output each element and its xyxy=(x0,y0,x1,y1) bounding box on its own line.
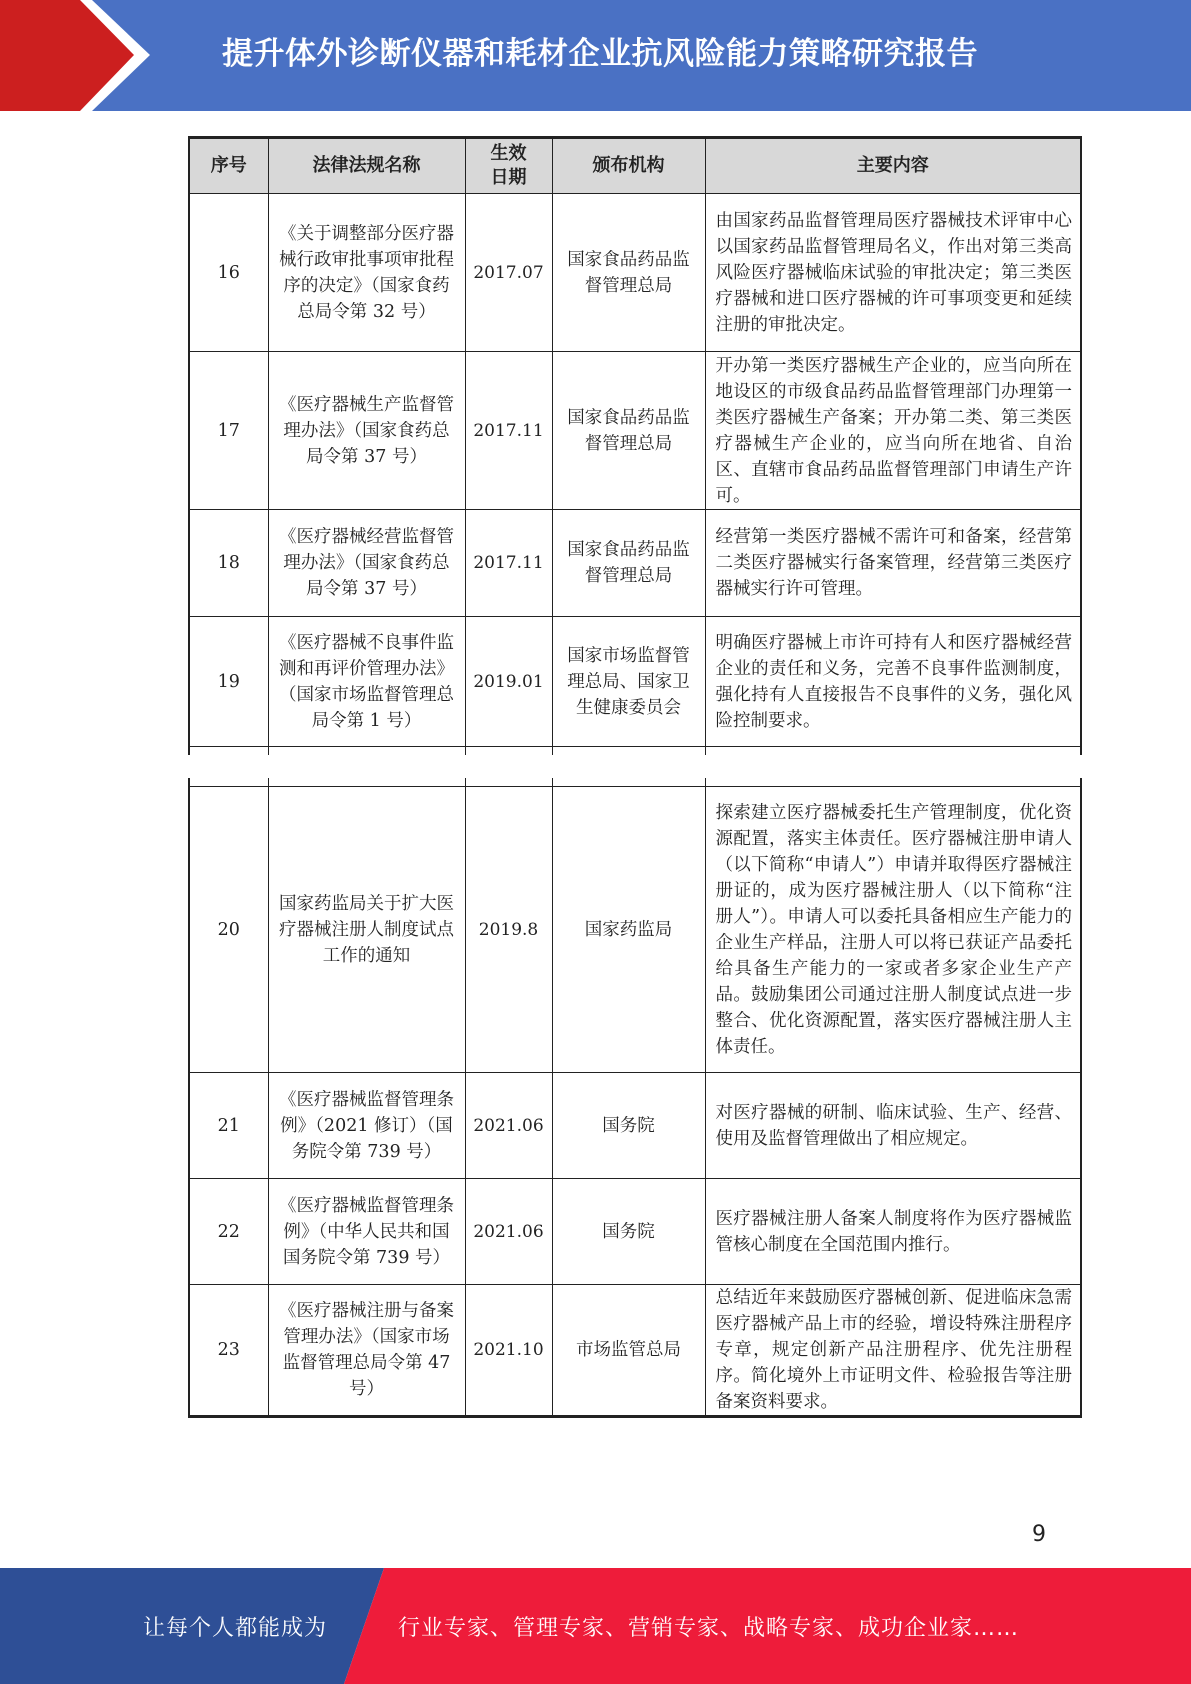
footer-slogan-left: 让每个人都能成为 xyxy=(143,1616,328,1641)
row-name: 《医疗器械经营监督管理办法》（国家食药总局令第 37 号） xyxy=(268,510,465,617)
row-name: 《医疗器械注册与备案管理办法》（国家市场监督管理总局令第 47 号） xyxy=(268,1285,465,1417)
header-name: 法律法规名称 xyxy=(268,138,465,194)
row-agency: 国家药监局 xyxy=(552,787,705,1073)
table-header-row xyxy=(189,138,1081,194)
row-name: 《医疗器械监督管理条例》（中华人民共和国国务院令第 739 号） xyxy=(268,1179,465,1285)
row-date: 2021.06 xyxy=(465,1073,552,1179)
table-row xyxy=(189,510,1081,617)
header-agency: 颁布机构 xyxy=(552,138,705,194)
row-no: 23 xyxy=(189,1285,268,1417)
row-name: 《关于调整部分医疗器械行政审批事项审批程序的决定》（国家食药总局令第 32 号） xyxy=(268,194,465,352)
regulation-table-part1 xyxy=(188,136,1080,755)
header-date xyxy=(465,138,552,194)
row-name: 《医疗器械不良事件监测和再评价管理办法》（国家市场监督管理总局令第 1 号） xyxy=(268,617,465,747)
table-cut-edge xyxy=(189,747,1081,756)
row-date: 2021.06 xyxy=(465,1179,552,1285)
row-content: 经营第一类医疗器械不需许可和备案，经营第二类医疗器械实行备案管理，经营第三类医疗器械实行许可管理。 xyxy=(705,510,1081,617)
header-date-line2: 日期 xyxy=(490,167,527,188)
row-agency: 国务院 xyxy=(552,1073,705,1179)
row-content: 对医疗器械的研制、临床试验、生产、经营、使用及监督管理做出了相应规定。 xyxy=(705,1073,1081,1179)
row-date: 2019.01 xyxy=(465,617,552,747)
row-no: 19 xyxy=(189,617,268,747)
table-row xyxy=(189,1073,1081,1179)
table-row xyxy=(189,1179,1081,1285)
row-content: 由国家药品监督管理局医疗器械技术评审中心以国家药品监督管理局名义，作出对第三类高风险医疗器械临床试验的审批决定；第三类医疗器械和进口医疗器械的许可事项变更和延续注册的审批决定。 xyxy=(705,194,1081,352)
row-name: 国家药监局关于扩大医疗器械注册人制度试点工作的通知 xyxy=(268,787,465,1073)
table-row xyxy=(189,617,1081,747)
row-date: 2019.8 xyxy=(465,787,552,1073)
row-no: 16 xyxy=(189,194,268,352)
header-no: 序号 xyxy=(189,138,268,194)
row-content: 开办第一类医疗器械生产企业的，应当向所在地设区的市级食品药品监督管理部门办理第一类医疗器械生产备案；开办第二类、第三类医疗器械生产企业的，应当向所在地省、自治区、直辖市食品药品监督管理部门申请生产许可。 xyxy=(705,352,1081,510)
row-date: 2021.10 xyxy=(465,1285,552,1417)
header-arrow-decoration xyxy=(0,0,150,111)
regulation-table-part2 xyxy=(188,778,1080,1418)
table-row xyxy=(189,352,1081,510)
row-no: 22 xyxy=(189,1179,268,1285)
header-content: 主要内容 xyxy=(705,138,1081,194)
row-name: 《医疗器械监督管理条例》（2021 修订）（国务院令第 739 号） xyxy=(268,1073,465,1179)
row-name: 《医疗器械生产监督管理办法》（国家食药总局令第 37 号） xyxy=(268,352,465,510)
table-row xyxy=(189,194,1081,352)
row-agency: 国家食品药品监督管理总局 xyxy=(552,352,705,510)
row-agency: 国家食品药品监督管理总局 xyxy=(552,194,705,352)
header-bar xyxy=(0,0,1191,111)
header-date-line1: 生效 xyxy=(490,143,527,164)
row-no: 20 xyxy=(189,787,268,1073)
row-date: 2017.07 xyxy=(465,194,552,352)
row-date: 2017.11 xyxy=(465,510,552,617)
row-content: 明确医疗器械上市许可持有人和医疗器械经营企业的责任和义务，完善不良事件监测制度，强化持有人直接报告不良事件的义务，强化风险控制要求。 xyxy=(705,617,1081,747)
footer-slogan-right: 行业专家、管理专家、营销专家、战略专家、成功企业家…… xyxy=(398,1616,1020,1641)
row-no: 21 xyxy=(189,1073,268,1179)
row-content: 探索建立医疗器械委托生产管理制度，优化资源配置，落实主体责任。医疗器械注册申请人（以下简称“申请人”）申请并取得医疗器械注册证的，成为医疗器械注册人（以下简称“注册人”）。申请人可以委托具备相应生产能力的企业生产样品，注册人可以将已获证产品委托给具备生产能力的一家或者多家企业生产产品。鼓励集团公司通过注册人制度试点进一步整合、优化资源配置，落实医疗器械注册人主体责任。 xyxy=(705,787,1081,1073)
table-row xyxy=(189,1285,1081,1417)
row-date: 2017.11 xyxy=(465,352,552,510)
row-agency: 国家食品药品监督管理总局 xyxy=(552,510,705,617)
row-content: 医疗器械注册人备案人制度将作为医疗器械监管核心制度在全国范围内推行。 xyxy=(705,1179,1081,1285)
table-row xyxy=(189,787,1081,1073)
row-agency: 国务院 xyxy=(552,1179,705,1285)
row-agency: 市场监管总局 xyxy=(552,1285,705,1417)
row-no: 17 xyxy=(189,352,268,510)
row-agency: 国家市场监督管理总局、国家卫生健康委员会 xyxy=(552,617,705,747)
row-no: 18 xyxy=(189,510,268,617)
report-title: 提升体外诊断仪器和耗材企业抗风险能力策略研究报告 xyxy=(222,36,978,72)
table-cut-edge xyxy=(189,778,1081,787)
page-number: 9 xyxy=(1032,1522,1046,1547)
row-content: 总结近年来鼓励医疗器械创新、促进临床急需医疗器械产品上市的经验，增设特殊注册程序专章，规定创新产品注册程序、优先注册程序。简化境外上市证明文件、检验报告等注册备案资料要求。 xyxy=(705,1285,1081,1417)
